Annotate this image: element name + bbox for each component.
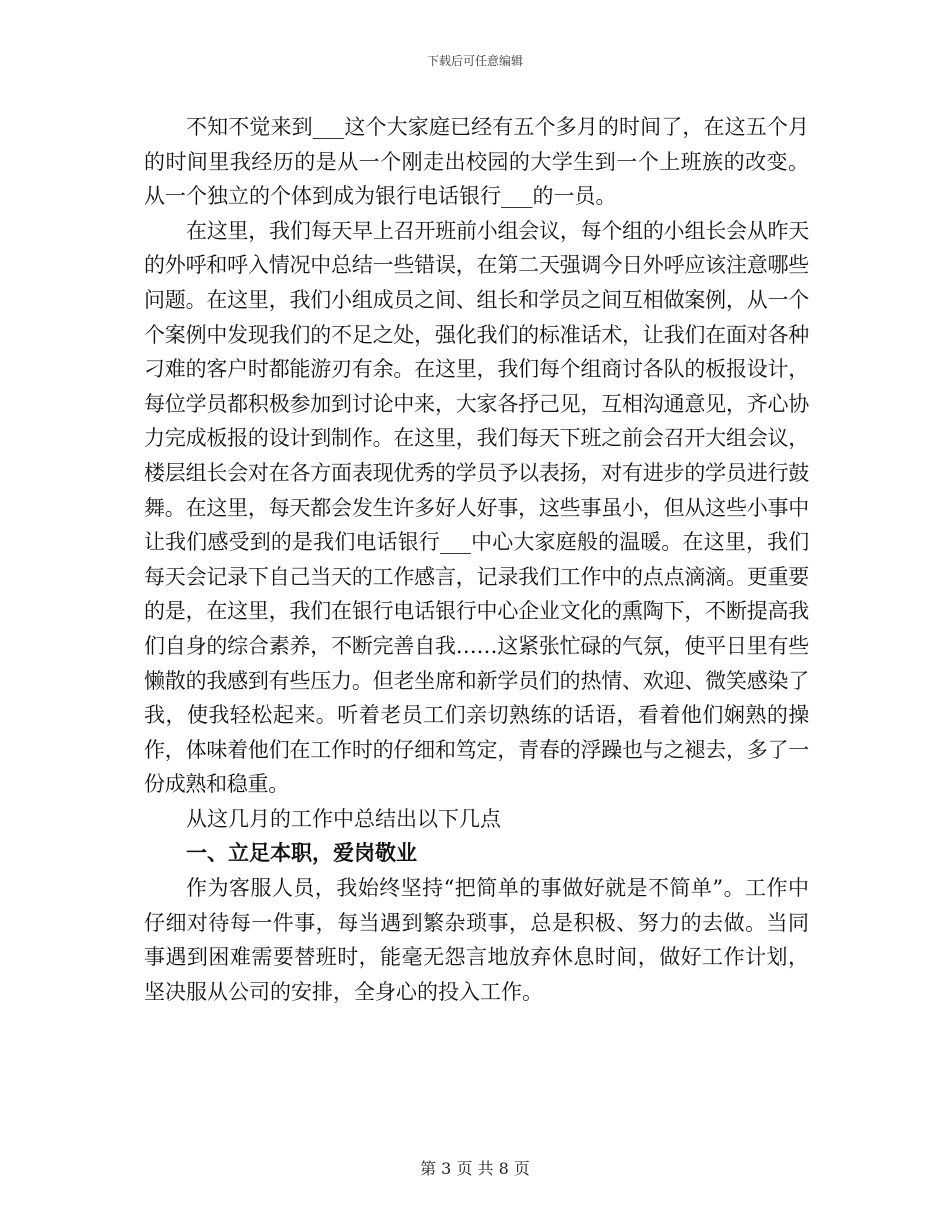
section-heading: 一、立足本职，爱岗敬业 [186, 841, 417, 866]
paragraph-daily-work: 在这里，我们每天早上召开班前小组会议，每个组的小组长会从昨天的外呼和呼入情况中总结一些错误，在第二天强调今日外呼应该注意哪些问题。在这里，我们小组成员之间、组长和学员之间互相做案例，从一个个案例中发现我们的不足之处，强化我们的标准话术，让我们在面对各种刁难的客户时都能游刃有余。在这里，我们每个组商讨各队的板报设计，每位学员都积极参加到讨论中来，大家各抒己见，互相沟通意见，齐心协力完成板报的设计到制作。在这里，我们每天下班之前会召开大组会议，楼层组长会对在各方面表现优秀的学员予以表扬，对有进步的学员进行鼓舞。在这里，每天都会发生许多好人好事，这些事虽小，但从这些小事中让我们感受到的是我们电话银行___中心大家庭般的温暖。在这里，我们每天会记录下自己当天的工作感言，记录我们工作中的点点滴滴。更重要的是，在这里，我们在银行电话银行中心企业文化的熏陶下，不断提高我们自身的综合素养，不断完善自我……这紧张忙碌的气氛，使平日里有些懒散的我感到有些压力。但老坐席和新学员们的热情、欢迎、微笑感染了我，使我轻松起来。听着老员工们亲切熟练的话语，看着他们娴熟的操作，体味着他们在工作时的仔细和笃定，青春的浮躁也与之褪去，多了一份成熟和稳重。 [144, 218, 809, 797]
paragraph-summary-lead: 从这几月的工作中总结出以下几点 [186, 806, 501, 831]
page-header: 下载后可任意编辑 [426, 54, 523, 68]
paragraph-section-one: 作为客服人员，我始终坚持“把简单的事做好就是不简单”。工作中仔细对待每一件事，每当遇到繁杂琐事，总是积极、努力的去做。当同事遇到困难需要替班时，能毫无怨言地放弃休息时间，做好工作计划，坚决服从公司的安排，全身心的投入工作。 [144, 876, 809, 1004]
paragraph-intro: 不知不觉来到___这个大家庭已经有五个多月的时间了，在这五个月的时间里我经历的是从一个刚走出校园的大学生到一个上班族的改变。从一个独立的个体到成为银行电话银行___的一员。 [144, 115, 809, 209]
document-body [144, 110, 809, 1009]
page-number: 第 3 页 共 8 页 [420, 1159, 530, 1178]
